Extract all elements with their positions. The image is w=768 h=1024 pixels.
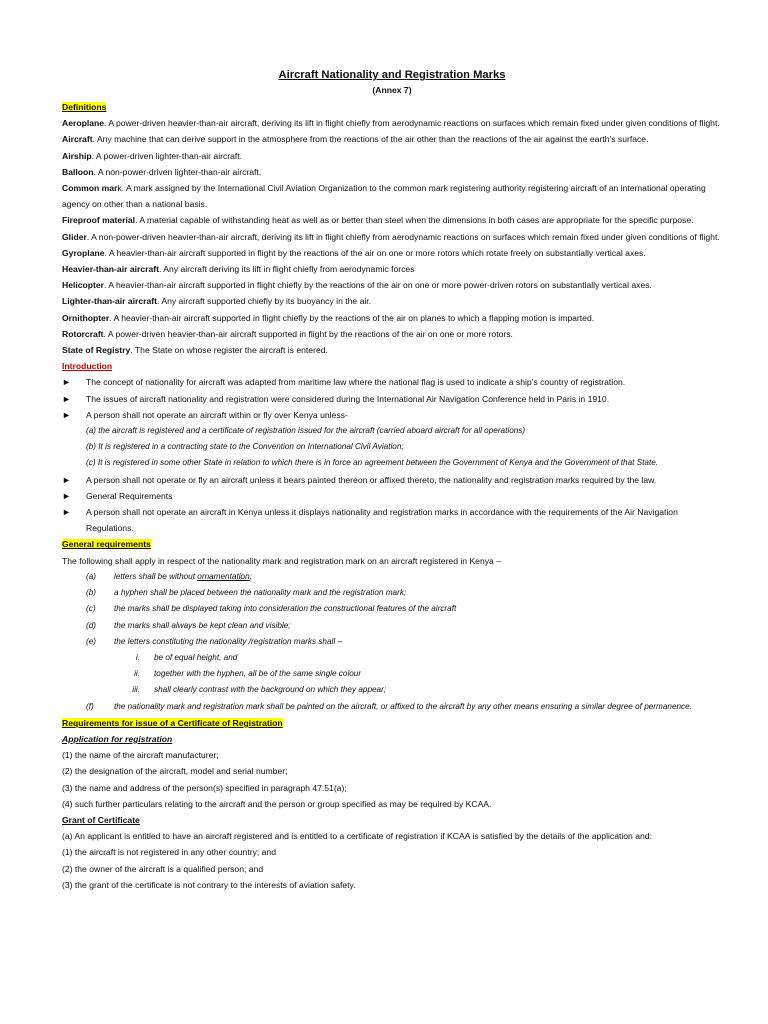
definition-term: Gyroplane — [62, 247, 105, 258]
document-title: Aircraft Nationality and Registration Marks — [278, 69, 506, 81]
definition-item — [62, 131, 722, 147]
definition-item — [62, 212, 722, 228]
intro-bullet-text: General Requirements — [86, 490, 173, 501]
definition-text: . Any aircraft deriving its lift in flight chiefly from aerodynamic forces — [158, 264, 415, 275]
general-item-text-underlined: ornamentation — [197, 571, 250, 581]
intro-bullet-text: A person shall not operate or fly an aircraft unless it bears painted thereon or affixed thereto, the nationality and registration marks required by the law. — [86, 474, 657, 485]
roman-item-label: iii. — [132, 685, 140, 695]
definition-term: Common mar — [62, 183, 118, 194]
bullet-arrow-icon: ► — [62, 507, 71, 518]
application-item: (2) the designation of the aircraft, model and serial number; — [62, 766, 288, 777]
definition-text: . A heavier-than-air aircraft supported in flight chiefly by the reactions of the air on one or more power-driven rotors on substantially vertical axes. — [104, 280, 652, 291]
definition-term: Ornithopter — [62, 312, 110, 323]
general-item-text-part: ; — [249, 571, 252, 581]
general-item-text — [114, 569, 722, 585]
general-item-label: (b) — [86, 588, 97, 598]
intro-bullet-text: The issues of aircraft nationality and registration were considered during the International Air Navigation Conference held in Paris in 1910. — [86, 393, 610, 404]
intro-bullet — [62, 374, 722, 390]
definition-item — [62, 293, 722, 309]
grant-item: (2) the owner of the aircraft is a qualified person; and — [62, 863, 264, 874]
document-subtitle: (Annex 7) — [372, 85, 412, 95]
document-body — [62, 68, 722, 893]
grant-heading: Grant of Certificate — [62, 814, 140, 825]
definitions-heading-line — [62, 99, 722, 115]
definition-item — [62, 310, 722, 326]
roman-item — [62, 650, 722, 666]
definitions-heading: Definitions — [62, 102, 107, 112]
definition-term: Aircraft — [62, 134, 93, 145]
definition-term: Helicopter — [62, 280, 105, 291]
definition-term: Heavier-than-air aircraft — [62, 264, 159, 275]
definition-item — [62, 245, 722, 261]
definition-term: Balloon — [62, 166, 94, 177]
definition-item — [62, 326, 722, 342]
general-item-label: (d) — [86, 620, 97, 630]
grant-heading-line — [62, 812, 722, 828]
bullet-arrow-icon: ► — [62, 490, 71, 501]
general-heading: General requirements — [62, 539, 151, 550]
intro-bullet-text: A person shall not operate an aircraft within or fly over Kenya unless- — [86, 409, 348, 420]
bullet-arrow-icon: ► — [62, 474, 71, 485]
general-item — [62, 699, 722, 715]
application-heading: Application for registration — [62, 733, 173, 744]
general-item-text-part: letters shall be without — [114, 571, 198, 581]
definition-term: Lighter-than-air aircraft — [62, 296, 158, 307]
grant-item: (3) the grant of the certificate is not contrary to the interests of aviation safety. — [62, 879, 356, 890]
intro-sub-item: (a) the aircraft is registered and a certificate of registration issued for the aircraft (carried aboard aircraft for all operations) — [86, 426, 526, 436]
definition-term: Airship — [62, 150, 92, 161]
roman-item-text: be of equal height, and — [154, 652, 238, 662]
definition-text: . A power-driven lighter-than-air aircraft. — [91, 150, 243, 161]
general-item — [62, 618, 722, 634]
certificate-heading: Requirements for issue of a Certificate of Registration — [62, 717, 283, 728]
definition-text: . Any machine that can derive support in the atmosphere from the reactions of the air other than the reactions of the air against the earth’s surface. — [92, 134, 649, 145]
definition-term: Aeroplane — [62, 118, 105, 129]
definition-item — [62, 164, 722, 180]
definition-text: . A heavier-than-air aircraft supported in flight by the reactions of the air on one or more rotors which rotate freely on substantially vertical axes. — [104, 247, 646, 258]
general-item — [62, 634, 722, 650]
definition-item — [62, 342, 722, 358]
general-item — [62, 569, 722, 585]
definition-item — [62, 148, 722, 164]
bullet-arrow-icon: ► — [62, 409, 71, 420]
roman-item-text: together with the hyphen, all be of the same single colour — [154, 669, 362, 679]
roman-item — [62, 682, 722, 698]
definition-item — [62, 229, 722, 245]
intro-bullet — [62, 504, 722, 536]
intro-bullet — [62, 472, 722, 488]
general-item-label: (f) — [86, 701, 94, 711]
definition-item — [62, 115, 722, 131]
general-item-label: (a) — [86, 571, 97, 581]
application-heading-line — [62, 731, 722, 747]
definition-item — [62, 277, 722, 293]
roman-item-label: ii. — [134, 669, 140, 679]
general-item — [62, 585, 722, 601]
general-item-text: the nationality mark and registration mark shall be painted on the aircraft, or affixed to the aircraft by any other means ensuring a similar degree of permanence. — [114, 701, 692, 711]
definition-text: . A non-power-driven lighter-than-air aircraft. — [93, 166, 262, 177]
roman-item-text: shall clearly contrast with the background on which they appear; — [154, 685, 387, 695]
general-item-text: the letters constituting the nationality /registration marks shall – — [114, 636, 342, 646]
bullet-arrow-icon: ► — [62, 393, 71, 404]
definition-text: . A heavier-than-air aircraft supported in flight chiefly by the reactions of the air on planes to which a flapping motion is imparted. — [109, 312, 595, 323]
definition-text: . A power-driven heavier-than-air aircraft, deriving its lift in flight chiefly from aerodynamic reactions on surfaces which remain fixed under given conditions of flight. — [104, 118, 720, 129]
application-item: (3) the name and address of the person(s) specified in paragraph 47.51(a); — [62, 782, 347, 793]
definition-term: Fireproof material — [62, 215, 136, 226]
intro-sub-item: (b) It is registered in a contracting state to the Convention on International Civil Aviation; — [86, 442, 404, 452]
definition-term: Glider — [62, 231, 87, 242]
intro-bullet — [62, 407, 722, 423]
intro-bullet-text: The concept of nationality for aircraft was adapted from maritime law where the national flag is used to indicate a ship’s country of registration. — [86, 377, 626, 388]
bullet-arrow-icon: ► — [62, 377, 71, 388]
application-item: (4) such further particulars relating to the aircraft and the person or group specified as may be required by KCAA. — [62, 798, 492, 809]
intro-bullet-text: A person shall not operate an aircraft in Kenya unless it displays nationality and registration marks in accordance with the requirements of the Air Navigation Regulations. — [86, 507, 678, 534]
intro-bullet — [62, 391, 722, 407]
definition-text: . A material capable of withstanding heat as well as or better than steel when the dimensions in both cases are appropriate for the specific purpose. — [135, 215, 694, 226]
introduction-heading: Introduction — [62, 361, 113, 372]
intro-bullet — [62, 488, 722, 504]
general-intro: The following shall apply in respect of the nationality mark and registration mark on an aircraft registered in Kenya – — [62, 555, 501, 566]
general-item-text: the marks shall be displayed taking into consideration the constructional features of the aircraft — [114, 604, 457, 614]
roman-item — [62, 666, 722, 682]
grant-item: (a) An applicant is entitled to have an aircraft registered and is entitled to a certificate of registration if KCAA is satisfied by the details of the application and: — [62, 831, 652, 842]
general-item-label: (c) — [86, 604, 96, 614]
definition-text: k. A mark assigned by the International Civil Aviation Organization to the common mark registering authority registering aircraft of an international operating agency on other than a national basis. — [62, 183, 706, 210]
definition-item — [62, 261, 722, 277]
intro-sub-item: (c) It is registered in some other State in relation to which there is in force an agreement between the Government of Kenya and the Government of that State. — [86, 458, 659, 468]
definition-text: . The State on whose register the aircraft is entered. — [130, 345, 328, 356]
definition-text: . A power-driven heavier-than-air aircraft supported in flight by the reactions of the air on one or more rotors. — [103, 328, 513, 339]
general-item-text: a hyphen shall be placed between the nationality mark and the registration mark; — [114, 588, 407, 598]
grant-item: (1) the aircraft is not registered in any other country; and — [62, 847, 276, 858]
general-item — [62, 601, 722, 617]
introduction-heading-line — [62, 358, 722, 374]
roman-item-label: i. — [135, 652, 140, 662]
application-item: (1) the name of the aircraft manufacturer; — [62, 750, 219, 761]
certificate-heading-line — [62, 715, 722, 731]
general-heading-line — [62, 536, 722, 552]
definition-term: Rotorcraft — [62, 328, 104, 339]
definition-text: . Any aircraft supported chiefly by its buoyancy in the air. — [157, 296, 372, 307]
definition-item — [62, 180, 722, 212]
general-item-label: (e) — [86, 636, 97, 646]
definition-text: . A non-power-driven heavier-than-air aircraft, deriving its lift in flight chiefly from aerodynamic reactions on surfaces which remain fixed under given conditions of flight. — [86, 231, 720, 242]
definition-term: State of Registry — [62, 345, 131, 356]
general-item-text: the marks shall always be kept clean and visible; — [114, 620, 291, 630]
